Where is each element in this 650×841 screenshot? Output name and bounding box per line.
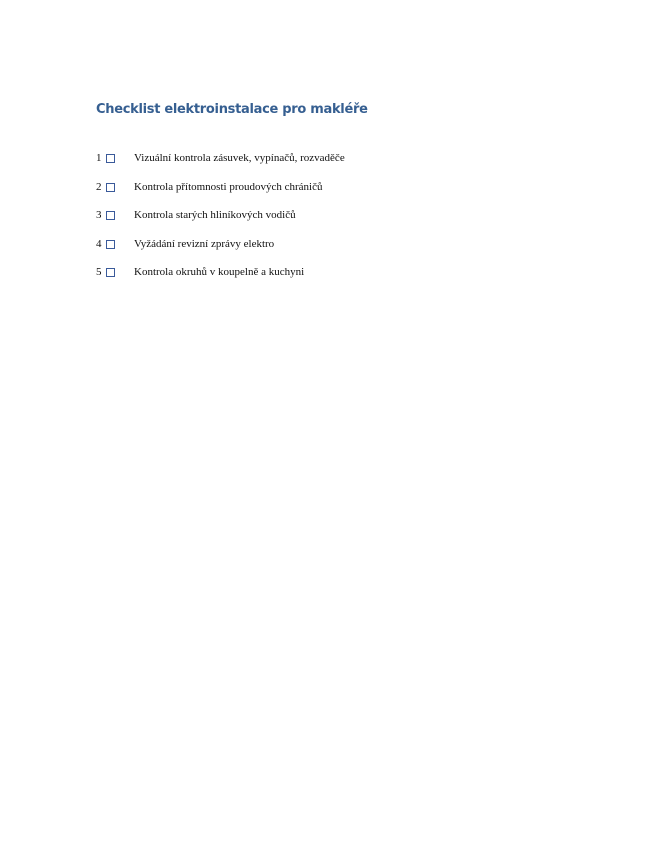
- checkbox[interactable]: [106, 183, 115, 192]
- checkbox[interactable]: [106, 154, 115, 163]
- item-label: Kontrola okruhů v koupelně a kuchyni: [134, 266, 305, 278]
- item-label: Vizuální kontrola zásuvek, vypínačů, rozvaděče: [134, 152, 345, 164]
- checkbox[interactable]: [106, 240, 115, 249]
- item-number: 4: [96, 238, 102, 250]
- item-number: 1: [96, 152, 102, 164]
- item-label: Vyžádání revizní zprávy elektro: [134, 238, 275, 250]
- item-number: 5: [96, 266, 102, 278]
- item-number: 3: [96, 209, 102, 221]
- checkbox[interactable]: [106, 211, 115, 220]
- item-number: 2: [96, 181, 102, 193]
- item-label: Kontrola starých hliníkových vodičů: [134, 209, 296, 221]
- document-title: Checklist elektroinstalace pro makléře: [96, 102, 368, 117]
- checkbox[interactable]: [106, 268, 115, 277]
- item-label: Kontrola přítomnosti proudových chráničů: [134, 181, 323, 193]
